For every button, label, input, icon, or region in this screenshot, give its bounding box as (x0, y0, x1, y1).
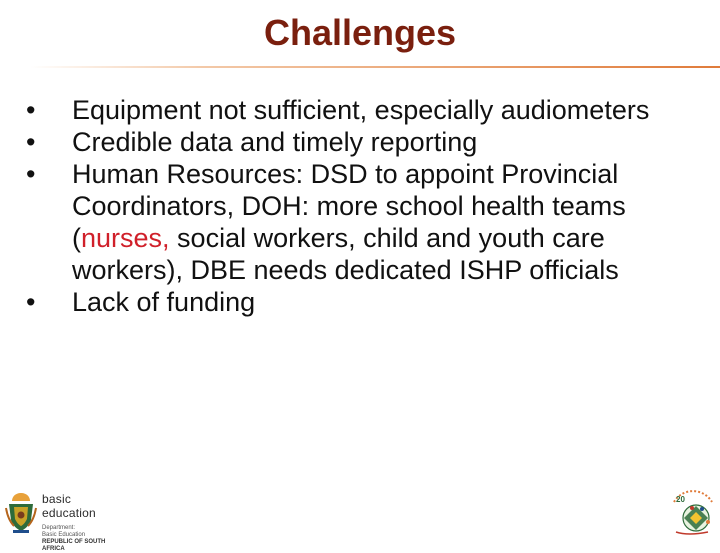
bullet-item (26, 286, 686, 318)
bullet-text-end: social workers, child and youth care workers), DBE needs dedicated ISHP officials (72, 223, 619, 285)
highlighted-word: nurses, (81, 223, 170, 253)
logo-name: basic education (42, 492, 96, 520)
coat-of-arms-icon (4, 490, 38, 534)
bullet-list (26, 94, 686, 318)
bullet-text: Credible data and timely reporting (72, 127, 478, 157)
bullet-item (26, 94, 686, 126)
slide-title: Challenges (263, 12, 457, 53)
bullet-text-start: Human Resources: DSD to appoint Provincial Coordinators, DOH: more school health teams ( (72, 159, 626, 253)
bullet-item (26, 158, 686, 286)
logo-line-basic-education: Basic Education (42, 532, 86, 538)
title-underline (30, 66, 720, 68)
bullet-text: Equipment not sufficient, especially audiometers (72, 95, 650, 125)
anniversary-emblem-icon (668, 488, 718, 538)
logo-line-department: Department: (42, 525, 76, 531)
department-logo (4, 490, 124, 552)
logo-line-republic: REPUBLIC OF SOUTH AFRICA (42, 539, 106, 552)
svg-text:20: 20 (676, 495, 685, 504)
bullet-item (26, 126, 686, 158)
bullet-text: Lack of funding (72, 287, 256, 317)
